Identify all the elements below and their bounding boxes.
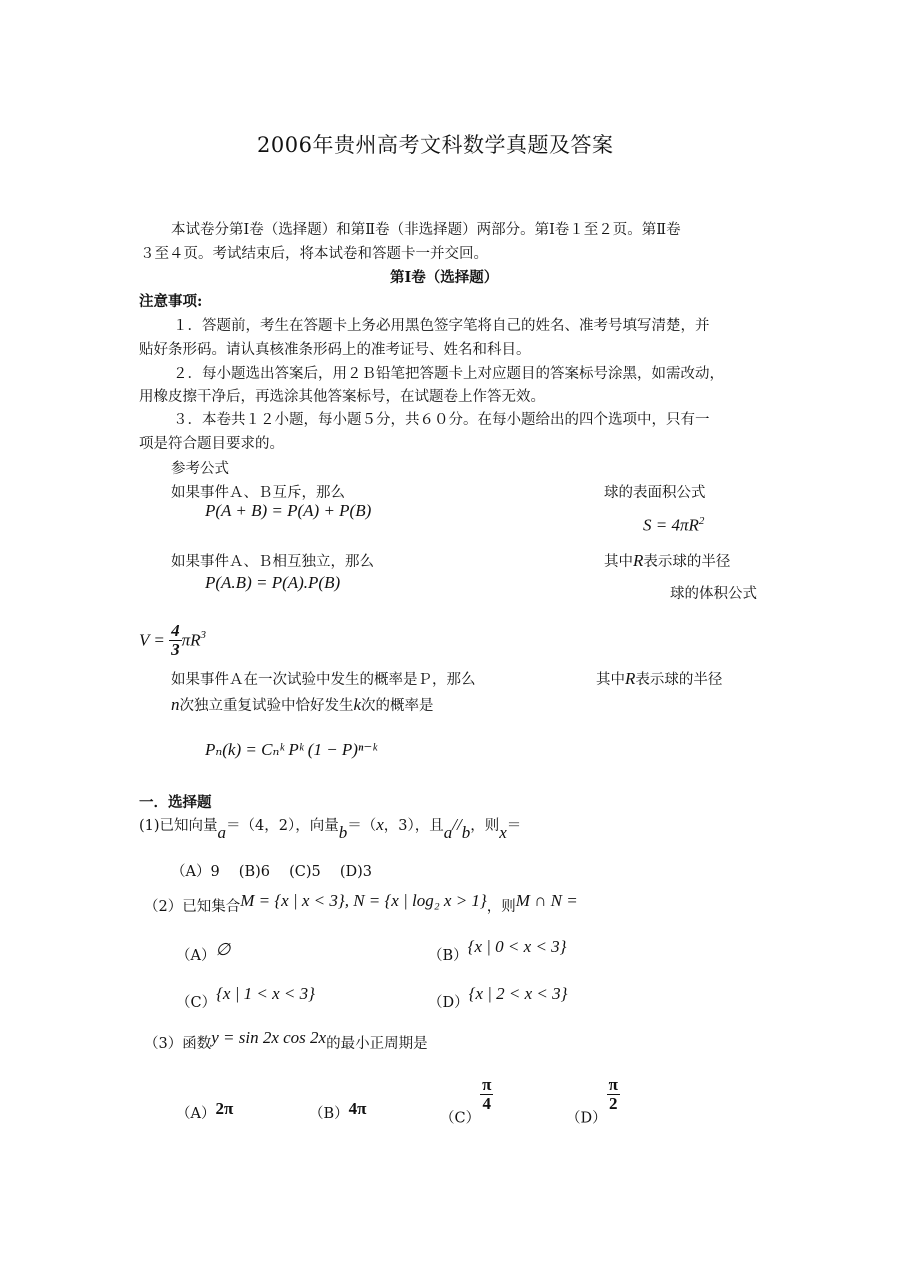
question-2: （2）已知集合M = {x | x < 3}, N = {x | log₂ x > 1}，则M ∩ N = — [144, 891, 578, 915]
question-3: （3）函数y = sin 2x cos 2x的最小正周期是 — [144, 1028, 428, 1052]
q2-option-b: （B）{x | 0 < x < 3} — [428, 937, 567, 964]
intro-line-2: ３至４页。考试结束后，将本试卷和答题卡一并交回。 — [140, 246, 488, 262]
note-2-line-1: ２．每小题选出答案后，用２Ｂ铅笔把答题卡上对应题目的答案标号涂黑，如需改动， — [173, 366, 724, 382]
event-text: 如果事件Ａ在一次试验中发生的概率是Ｐ，那么 — [171, 672, 476, 688]
q3-d-fraction: $\frac{\pi}{2}$ — [608, 1075, 618, 1113]
q3-option-b: （B）4π — [309, 1099, 367, 1122]
q2-option-a: （A）∅ — [176, 940, 231, 964]
q3-option-a: （A）2π — [176, 1099, 234, 1122]
volume-formula: V = $\frac{4}{3}$ $\pi R^3$ — [139, 621, 206, 659]
binomial-formula: Pₙ(k) = Cₙᵏ Pᵏ (1 − P)ⁿ⁻ᵏ — [205, 740, 378, 759]
sphere-area-label: 球的表面积公式 — [604, 485, 706, 501]
q2-option-c: （C）{x | 1 < x < 3} — [176, 984, 315, 1011]
volume-fraction: $\frac{4}{3}$ — [171, 621, 180, 659]
question-1: (1)已知向量a＝（4，2），向量b＝（x，3），且a//b，则x＝ — [139, 815, 522, 842]
note-2-line-2: 用橡皮擦干净后，再选涂其他答案标号，在试题卷上作答无效。 — [139, 389, 545, 405]
q2-option-d: （D）{x | 2 < x < 3} — [428, 984, 568, 1011]
independent-formula: P(A.B) = P(A).P(B) — [205, 573, 341, 592]
mutex-formula: P(A + B) = P(A) + P(B) — [205, 501, 372, 520]
page-title: 2006年贵州高考文科数学真题及答案 — [257, 133, 614, 157]
radius-note-2: 其中R表示球的半径 — [596, 669, 723, 688]
notes-heading: 注意事项: — [139, 293, 203, 310]
section-heading: 第Ⅰ卷（选择题） — [390, 269, 499, 286]
intro-line-1: 本试卷分第Ⅰ卷（选择题）和第Ⅱ卷（非选择题）两部分。第Ⅰ卷１至２页。第Ⅱ卷 — [171, 222, 681, 238]
note-3-line-2: 项是符合题目要求的。 — [139, 436, 284, 452]
note-1-line-1: １．答题前，考生在答题卡上务必用黑色签字笔将自己的姓名、准考号填写清楚，并 — [173, 318, 710, 334]
note-1-line-2: 贴好条形码。请认真核准条形码上的准考证号、姓名和科目。 — [139, 342, 531, 358]
question-1-options: （A）9 (B)6 (C)5 (D)3 — [171, 864, 373, 880]
part1-heading: 一．选择题 — [139, 794, 212, 811]
note-3-line-1: ３．本卷共１２小题，每小题５分，共６０分。在每小题给出的四个选项中，只有一 — [173, 412, 710, 428]
radius-note-1: 其中R表示球的半径 — [604, 551, 731, 570]
q3-option-d: （D） $\frac{\pi}{2}$ — [566, 1075, 618, 1127]
q3-c-fraction: $\frac{\pi}{4}$ — [482, 1075, 492, 1113]
sphere-volume-label: 球的体积公式 — [670, 586, 757, 602]
mutex-text: 如果事件Ａ、Ｂ互斥，那么 — [171, 485, 345, 501]
sphere-area-formula: $S = 4\pi R^2$ — [643, 515, 705, 535]
q3-option-c: （C） $\frac{\pi}{4}$ — [440, 1075, 492, 1127]
ref-formula-label: 参考公式 — [171, 461, 229, 477]
event-repeat-text: n次独立重复试验中恰好发生k次的概率是 — [171, 695, 434, 714]
independent-text: 如果事件Ａ、Ｂ相互独立，那么 — [171, 554, 374, 570]
